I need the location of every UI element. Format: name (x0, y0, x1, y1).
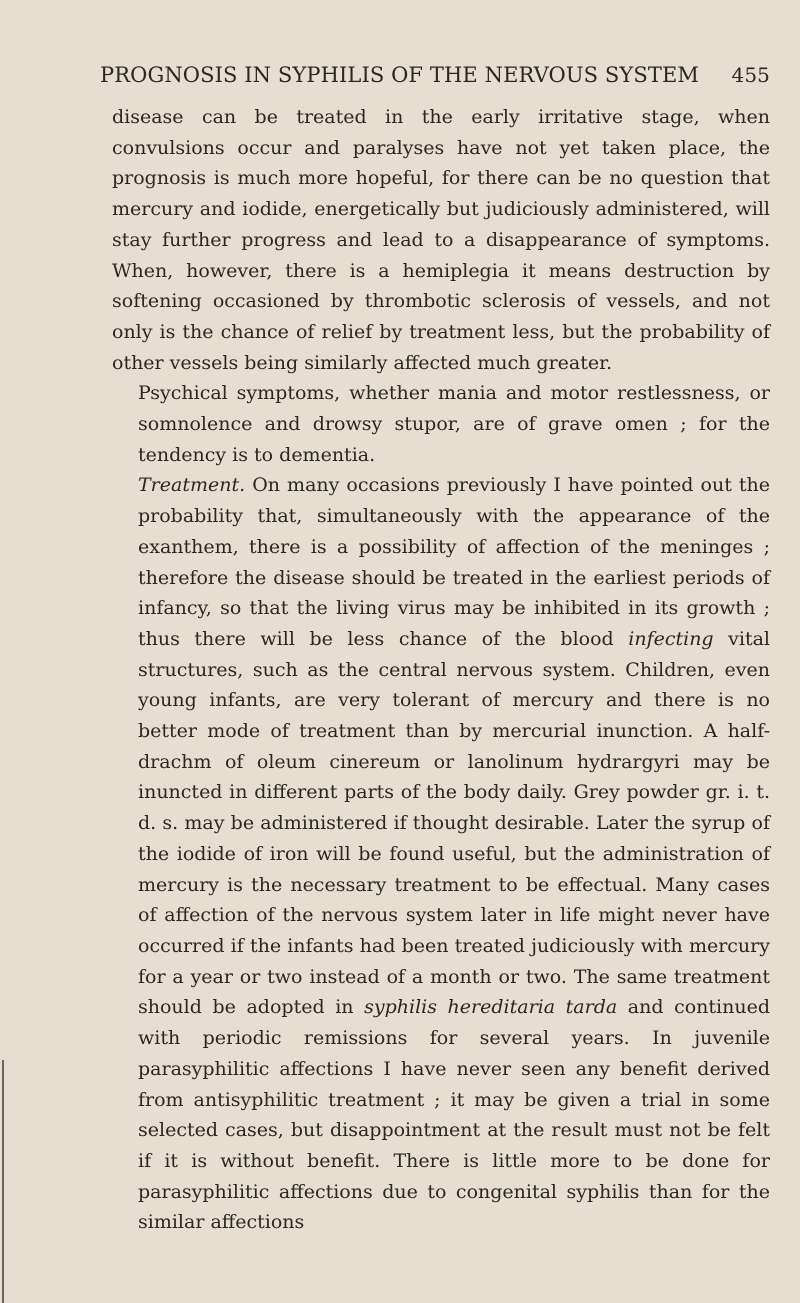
paragraph-2: Psychical symptoms, whether mania and motor restlessness, or somnolence and drowsy stupor, are of grave omen ; for the tendency is to dementia. (138, 382, 770, 466)
italic-infecting: infecting (628, 627, 714, 650)
paragraph-3 (112, 470, 770, 1238)
page-number: 455 (731, 63, 770, 87)
header-title: PROGNOSIS IN SYPHILIS OF THE NERVOUS SYSTEM (100, 63, 700, 87)
paragraph-3-part-a: On many occasions previously I have pointed out the probability that, simultaneously with the appearance of the exanthem, there is a possibility of affection of the meninges ; therefore the disease should be treated in the earliest periods of infancy, so that the living virus may be inhibited in its growth ; thus there will be less chance of the blood (138, 474, 770, 650)
paragraph-1: disease can be treated in the early irritative stage, when convulsions occur and paralyses have not yet taken place, the prognosis is much more hopeful, for there can be no question that mercury and iodide, energetically but judiciously administered, will stay further progress and lead to a disappearance of symptoms. When, however, there is a hemiplegia it means destruction by softening occasioned by thrombotic sclerosis of vessels, and not only is the chance of relief by treatment less, but the probability of other vessels being similarly affected much greater. (112, 106, 770, 374)
binding-edge (2, 1060, 4, 1303)
paragraph-3-part-c: and continued with periodic remissions for several years. In juvenile parasyphilitic affections I have never seen any benefit derived from antisyphilitic treatment ; it may be given a trial in some selected cases, but disappointment at the result must not be felt if it is without benefit. There is little more to be done for parasyphilitic affections due to congenital syphilis than for the similar affections (138, 996, 770, 1234)
treatment-heading: Treatment. (138, 474, 246, 497)
body-text (112, 102, 770, 1238)
paragraph-3-part-b: vital structures, such as the central nervous system. Children, even young infants, are very tolerant of mercury and there is no better mode of treatment than by mercurial inunction. A half-drachm of oleum cinereum or lanolinum hydrargyri may be inuncted in different parts of the body daily. Grey powder gr. i. t. d. s. may be administered if thought desirable. Later the syrup of the iodide of iron will be found useful, but the administration of mercury is the necessary treatment to be effectual. Many cases of affection of the nervous system later in life might never have occurred if the infants had been treated judiciously with mercury for a year or two instead of a month or two. The same treatment should be adopted in (138, 627, 771, 1019)
italic-latin-term: syphilis hereditaria tarda (364, 996, 618, 1019)
running-header (100, 63, 770, 87)
